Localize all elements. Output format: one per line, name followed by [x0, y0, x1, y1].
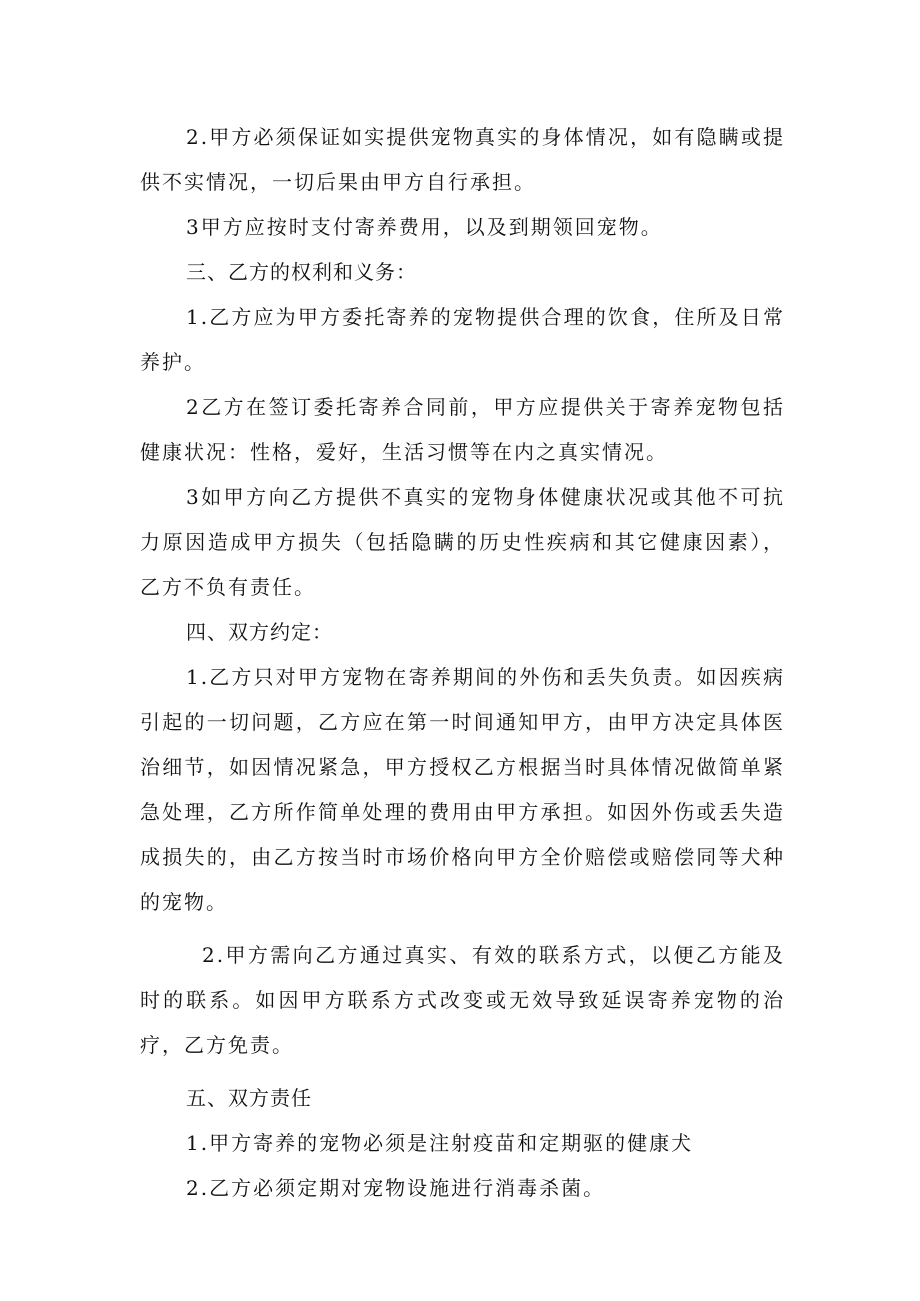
section-5-clause-1: 1.甲方寄养的宠物必须是注射疫苗和定期驱的健康犬 [186, 1131, 694, 1155]
section-4-clause-2: 2.甲方需向乙方通过真实、有效的联系方式，以便乙方能及时的联系。如因甲方联系方式改变或无效导致延误寄养宠物的治疗，乙方免责。 [140, 943, 785, 1057]
section-3-heading: 三、乙方的权利和义务： [186, 260, 417, 284]
section-3-clause-2: 2乙方在签订委托寄养合同前，甲方应提供关于寄养宠物包括健康状况：性格，爱好，生活习惯等在内之真实情况。 [140, 395, 785, 464]
section-5-heading: 五、双方责任 [186, 1086, 312, 1110]
section-3-clause-1: 1.乙方应为甲方委托寄养的宠物提供合理的饮食，住所及日常养护。 [140, 305, 785, 374]
clause-2-paragraph: 2.甲方必须保证如实提供宠物真实的身体情况，如有隐瞒或提供不实情况，一切后果由甲方自行承担。 [140, 125, 785, 194]
clause-3-paragraph: 3甲方应按时支付寄养费用，以及到期领回宠物。 [186, 215, 663, 239]
section-4-heading: 四、双方约定： [186, 620, 333, 644]
contract-body [140, 115, 785, 1211]
section-4-clause-1: 1.乙方只对甲方宠物在寄养期间的外伤和丢失负责。如因疾病引起的一切问题，乙方应在第一时间通知甲方，由甲方决定具体医治细节，如因情况紧急，甲方授权乙方根据当时具体情况做简单紧急处理，乙方所作简单处理的费用由甲方承担。如因外伤或丢失造成损失的，由乙方按当时市场价格向甲方全价赔偿或赔偿同等犬种的宠物。 [140, 665, 785, 914]
section-3-clause-3: 3如甲方向乙方提供不真实的宠物身体健康状况或其他不可抗力原因造成甲方损失（包括隐瞒的历史性疾病和其它健康因素），乙方不负有责任。 [140, 485, 785, 599]
section-5-clause-2: 2.乙方必须定期对宠物设施进行消毒杀菌。 [186, 1176, 606, 1200]
